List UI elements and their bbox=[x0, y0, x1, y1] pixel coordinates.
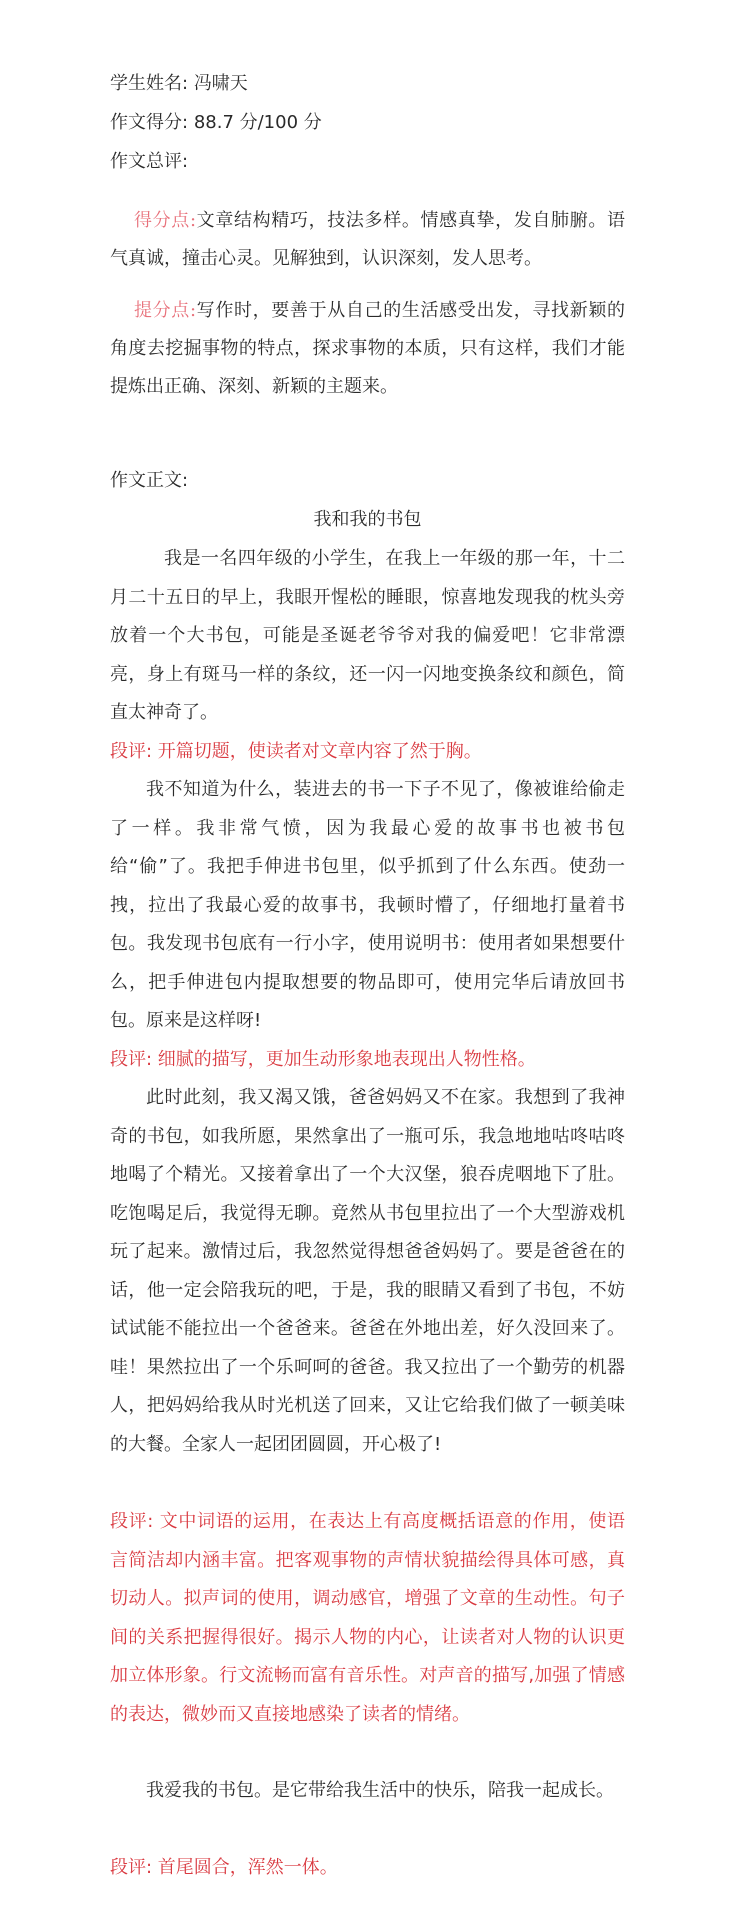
tips-tag: 提分点: bbox=[134, 300, 197, 321]
paragraph-review: 段评: 细腻的描写，更加生动形象地表现出人物性格。 bbox=[110, 1049, 536, 1070]
student-name: 冯啸天 bbox=[193, 73, 248, 94]
essay-paragraph: 此时此刻，我又渴又饿，爸爸妈妈又不在家。我想到了我神奇的书包，如我所愿，果然拿出了一瓶可乐，我急地地咕咚咕咚地喝了个精光。又接着拿出了一个大汉堡，狼吞虎咽地下了肚。吃饱喝足后，我觉得无聊。竟然从书包里拉出了一个大型游戏机玩了起来。激情过后，我忽然觉得想爸爸妈妈了。要是爸爸在的话，他一定会陪我玩的吧，于是，我的眼睛又看到了书包，不妨试试能不能拉出一个爸爸来。爸爸在外地出差，好久没回来了。哇！果然拉出了一个乐呵呵的爸爸。我又拉出了一个勤劳的机器人，把妈妈给我从时光机送了回来，又让它给我们做了一顿美味的大餐。全家人一起团团圆圆，开心极了! bbox=[110, 1087, 625, 1455]
strengths-text: 文章结构精巧，技法多样。情感真挚，发自肺腑。语气真诚，撞击心灵。见解独到，认识深刻，发人思考。 bbox=[110, 210, 625, 269]
strengths-comment bbox=[110, 202, 625, 278]
student-name-label: 学生姓名: bbox=[110, 73, 189, 94]
paragraph-review: 段评: 开篇切题，使读者对文章内容了然于胸。 bbox=[110, 741, 482, 762]
score-line bbox=[110, 111, 322, 135]
essay-paragraph: 我爱我的书包。是它带给我生活中的快乐，陪我一起成长。 bbox=[146, 1780, 614, 1801]
tips-comment bbox=[110, 292, 625, 406]
paragraph-review: 段评: 文中词语的运用，在表达上有高度概括语意的作用，使语言简洁却内涵丰富。把客观事物的声情状貌描绘得具体可感，真切动人。拟声词的使用，调动感官，增强了文章的生动性。句子间的关系把握得很好。揭示人物的内心，让读者对人物的认识更加立体形象。行文流畅而富有音乐性。对声音的描写,加强了情感的表达，微妙而又直接地感染了读者的情绪。 bbox=[110, 1511, 625, 1725]
strengths-tag: 得分点: bbox=[134, 210, 197, 231]
essay-paragraph: 我是一名四年级的小学生，在我上一年级的那一年，十二月二十五日的早上，我眼开惺松的睡眼，惊喜地发现我的枕头旁放着一个大书包，可能是圣诞老爷爷对我的偏爱吧！它非常漂亮，身上有斑马一样的条纹，还一闪一闪地变换条纹和颜色，简直太神奇了。 bbox=[110, 548, 625, 723]
essay-label: 作文正文: bbox=[110, 470, 189, 491]
summary-label: 作文总评: bbox=[110, 151, 189, 172]
essay-paragraph: 我不知道为什么，装进去的书一下子不见了，像被谁给偷走了一样。我非常气愤，因为我最心爱的故事书也被书包给“偷”了。我把手伸进书包里，似乎抓到了什么东西。使劲一拽，拉出了我最心爱的故事书，我顿时懵了，仔细地打量着书包。我发现书包底有一行小字，使用说明书：使用者如果想要什么，把手伸进包内提取想要的物品即可，使用完华后请放回书包。原来是这样呀! bbox=[110, 779, 625, 1031]
essay-title: 我和我的书包 bbox=[313, 509, 422, 530]
score-label: 作文得分: bbox=[110, 112, 189, 133]
student-name-line bbox=[110, 72, 248, 96]
paragraph-review: 段评: 首尾圆合，浑然一体。 bbox=[110, 1857, 338, 1878]
score-value: 88.7 分/100 分 bbox=[193, 112, 322, 133]
tips-text: 写作时，要善于从自己的生活感受出发，寻找新颖的角度去挖掘事物的特点，探求事物的本质，只有这样，我们才能提炼出正确、深刻、新颖的主题来。 bbox=[110, 300, 625, 397]
